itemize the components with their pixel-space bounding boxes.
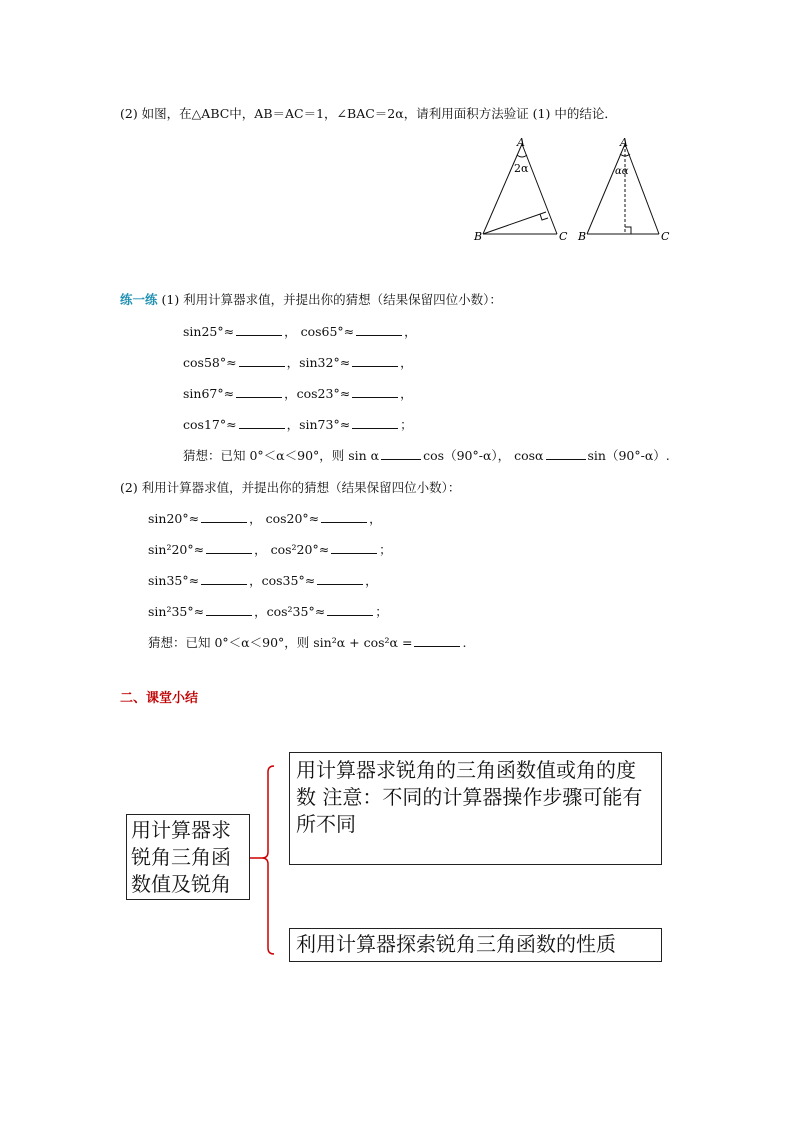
q2-row-2: sin²20°≈ ， cos²20°≈ ； bbox=[148, 542, 392, 557]
answer-blank[interactable] bbox=[331, 542, 377, 554]
q1-row-2: cos58°≈ ，sin32°≈ ， bbox=[183, 355, 413, 370]
answer-blank[interactable] bbox=[236, 324, 282, 336]
right-angle-label: αα bbox=[615, 166, 629, 177]
left-triangle bbox=[483, 144, 557, 234]
answer-blank[interactable] bbox=[236, 386, 282, 398]
left-label-b: B bbox=[474, 230, 483, 243]
q1-row-3: sin67°≈ ，cos23°≈ ， bbox=[183, 386, 413, 401]
answer-blank[interactable] bbox=[321, 511, 367, 523]
summary-root-box bbox=[126, 814, 250, 900]
answer-blank[interactable] bbox=[327, 604, 373, 616]
answer-blank[interactable] bbox=[206, 542, 252, 554]
left-label-c: C bbox=[559, 230, 568, 243]
left-angle-label: 2α bbox=[514, 162, 529, 175]
answer-blank[interactable] bbox=[201, 511, 247, 523]
answer-blank[interactable] bbox=[239, 417, 285, 429]
q2-row-1: sin20°≈ ， cos20°≈ ， bbox=[148, 511, 382, 526]
right-label-a: A bbox=[620, 136, 628, 149]
answer-blank[interactable] bbox=[206, 604, 252, 616]
answer-blank[interactable] bbox=[201, 573, 247, 585]
summary-branch-1-box bbox=[289, 752, 662, 865]
answer-blank[interactable] bbox=[239, 355, 285, 367]
q1-row-1: sin25°≈ ， cos65°≈ ， bbox=[183, 324, 417, 339]
answer-blank[interactable] bbox=[414, 635, 460, 647]
practice-q1-intro-line bbox=[120, 292, 502, 308]
summary-branch-2-box bbox=[289, 928, 662, 962]
triangle-figures bbox=[460, 130, 680, 248]
practice-q1-intro: (1) 利用计算器求值，并提出你的猜想（结果保留四位小数）： bbox=[161, 292, 502, 307]
answer-blank[interactable] bbox=[381, 448, 421, 460]
right-label-b: B bbox=[578, 230, 587, 243]
answer-blank[interactable] bbox=[352, 386, 398, 398]
practice-title: 练一练 bbox=[120, 292, 158, 307]
answer-blank[interactable] bbox=[352, 355, 398, 367]
answer-blank[interactable] bbox=[352, 417, 398, 429]
practice-q2-intro: (2) 利用计算器求值，并提出你的猜想（结果保留四位小数）： bbox=[120, 480, 461, 495]
left-label-a: A bbox=[517, 136, 525, 149]
q1-guess: 猜想：已知 0°＜α＜90°，则 sin α cos（90°-α）， cosα sin（90°-α）. bbox=[183, 448, 670, 463]
summary-heading: 二、课堂小结 bbox=[120, 691, 199, 706]
summary-bracket bbox=[250, 764, 280, 956]
right-label-c: C bbox=[661, 230, 670, 243]
summary-branch-2-text: 利用计算器探索锐角三角函数的性质 bbox=[296, 932, 616, 956]
q2-row-3: sin35°≈ ，cos35°≈ ， bbox=[148, 573, 378, 588]
answer-blank[interactable] bbox=[546, 448, 586, 460]
right-triangle bbox=[587, 144, 659, 234]
answer-blank[interactable] bbox=[317, 573, 363, 585]
summary-branch-1-text: 用计算器求锐角的三角函数值或角的度数 注意：不同的计算器操作步骤可能有所不同 bbox=[296, 758, 643, 836]
q2-guess: 猜想：已知 0°＜α＜90°，则 sin²α + cos²α = . bbox=[148, 635, 467, 650]
answer-blank[interactable] bbox=[356, 324, 402, 336]
summary-root-text: 用计算器求锐角三角函数值及锐角 bbox=[131, 818, 231, 896]
q2-row-4: sin²35°≈ ，cos²35°≈ ； bbox=[148, 604, 388, 619]
part2-statement: (2) 如图，在△ABC中，AB＝AC＝1，∠BAC＝2α，请利用面积方法验证 (1) 中的结论． bbox=[120, 106, 617, 121]
q1-row-4: cos17°≈ ，sin73°≈ ； bbox=[183, 417, 413, 432]
